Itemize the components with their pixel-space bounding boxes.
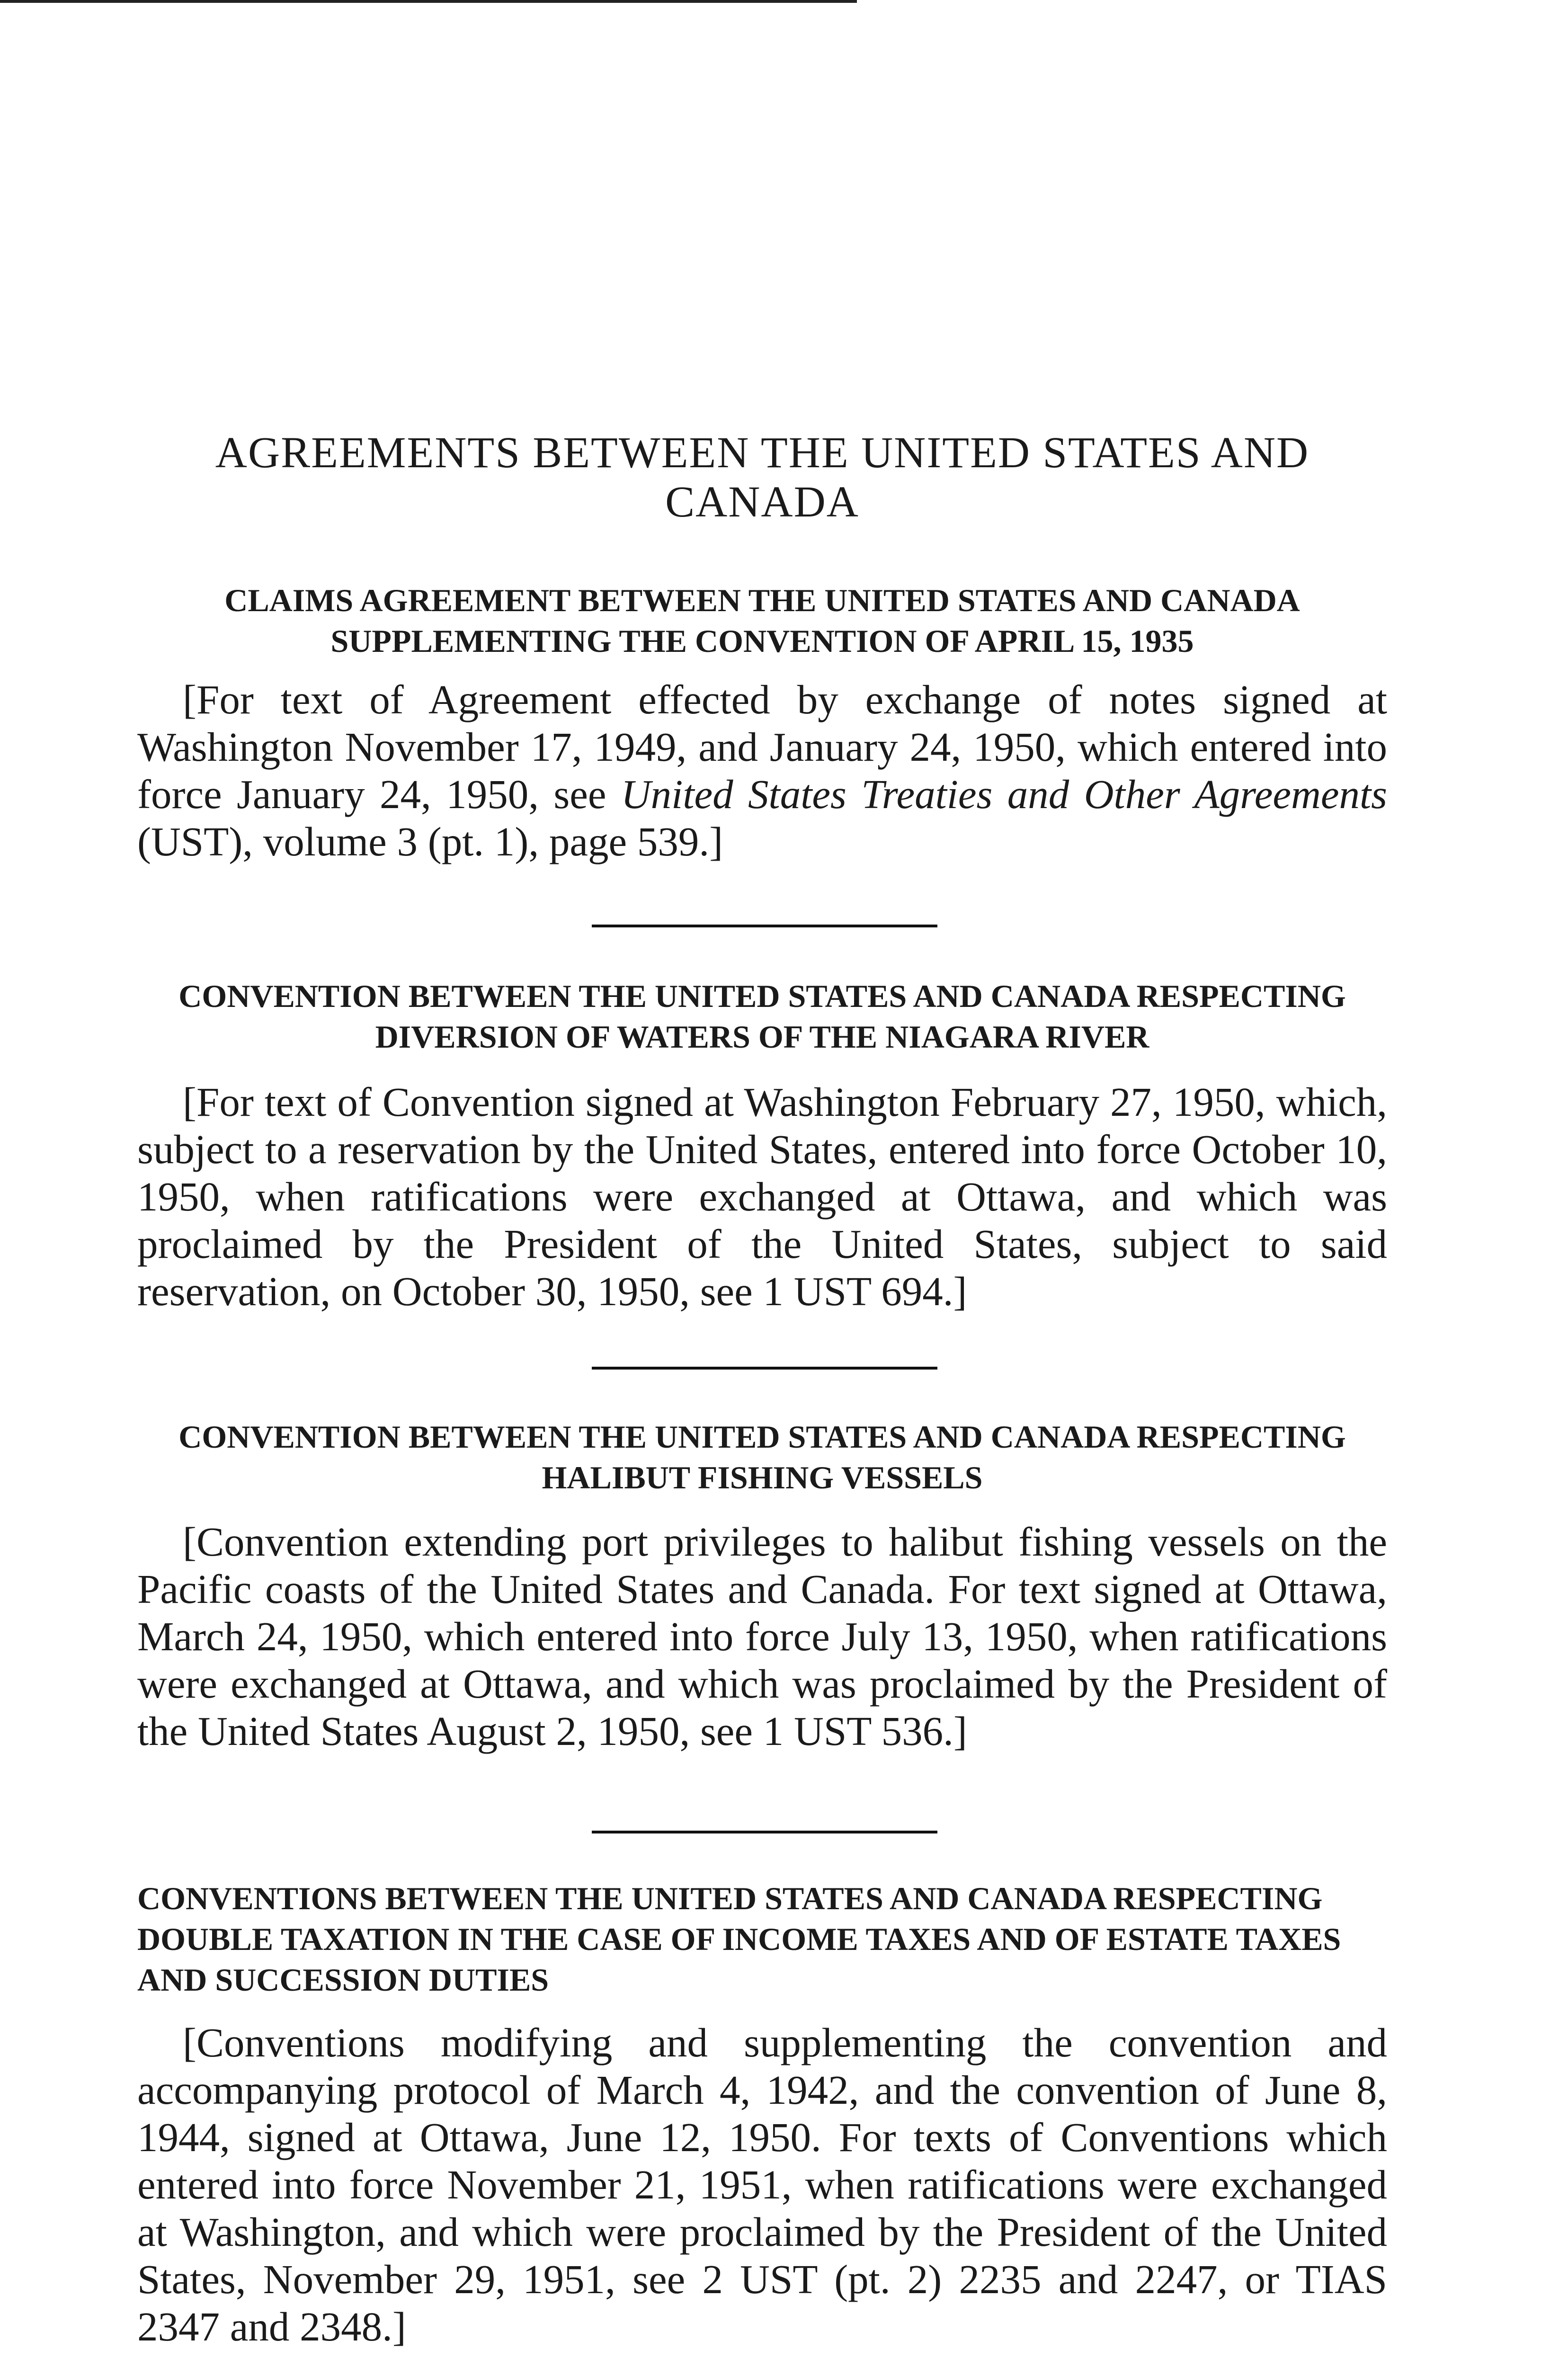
section-body-text: [Convention extending port privileges to halibut fishing vessels on the Pacific coasts of the United States and Canada. For text signed at Ottawa, March 24, 1950, which entered into force July 13, 1950, when ratifications were exchanged at Ottawa, and which was proclaimed by the President of the United States August 2, 1950, see 1 UST 536.] [137, 1519, 1387, 1754]
section-heading-halibut-fishing: CONVENTION BETWEEN THE UNITED STATES AND CANADA RESPECTING HALIBUT FISHING VESSELS [178, 1419, 1346, 1495]
section-body-double-taxation [137, 2019, 1387, 2350]
section-body-text: [For text of Convention signed at Washington February 27, 1950, which, subject to a reservation by the United States, entered into force October 10, 1950, when ratifications were exchanged at Ottawa, and which was proclaimed by the President of the United States, subject to said reservation, on October 30, 1950, see 1 UST 694.] [137, 1079, 1387, 1314]
section-heading-double-taxation: CONVENTIONS BETWEEN THE UNITED STATES AND CANADA RESPECTING DOUBLE TAXATION IN THE CASE OF INCOME TAXES AND OF ESTATE TAXES AND SUCCESSION DUTIES [137, 1880, 1341, 1998]
section-heading-claims-agreement: CLAIMS AGREEMENT BETWEEN THE UNITED STATES AND CANADA SUPPLEMENTING THE CONVENTION OF APRIL 15, 1935 [224, 582, 1300, 659]
section-body-claims-agreement [137, 676, 1387, 865]
section-body-tail: (UST), volume 3 (pt. 1), page 539.] [137, 819, 723, 864]
section-body-halibut-fishing [137, 1518, 1387, 1755]
section-body-text: [For text of Agreement effected by exchange of notes signed at Washington November 17, 1949, and January 24, 1950, which entered into force January 24, 1950, see [137, 676, 1387, 817]
section-body-italic-title: United States Treaties and Other Agreements [621, 771, 1387, 817]
section-divider [592, 1367, 937, 1370]
section-body-text: [Conventions modifying and supplementing the convention and accompanying protocol of March 4, 1942, and the convention of June 8, 1944, signed at Ottawa, June 12, 1950. For texts of Conventions which entered into force November 21, 1951, when ratifications were exchanged at Washington, and which were proclaimed by the President of the United States, November 29, 1951, see 2 UST (pt. 2) 2235 and 2247, or TIAS 2347 and 2348.] [137, 2020, 1387, 2349]
top-edge-rule [0, 0, 857, 3]
section-heading-niagara-river: CONVENTION BETWEEN THE UNITED STATES AND CANADA RESPECTING DIVERSION OF WATERS OF THE NIAGARA RIVER [178, 978, 1346, 1055]
section-body-niagara-river [137, 1078, 1387, 1315]
page-title: AGREEMENTS BETWEEN THE UNITED STATES AND CANADA [215, 428, 1310, 526]
section-divider [592, 1831, 937, 1833]
section-divider [592, 925, 937, 927]
